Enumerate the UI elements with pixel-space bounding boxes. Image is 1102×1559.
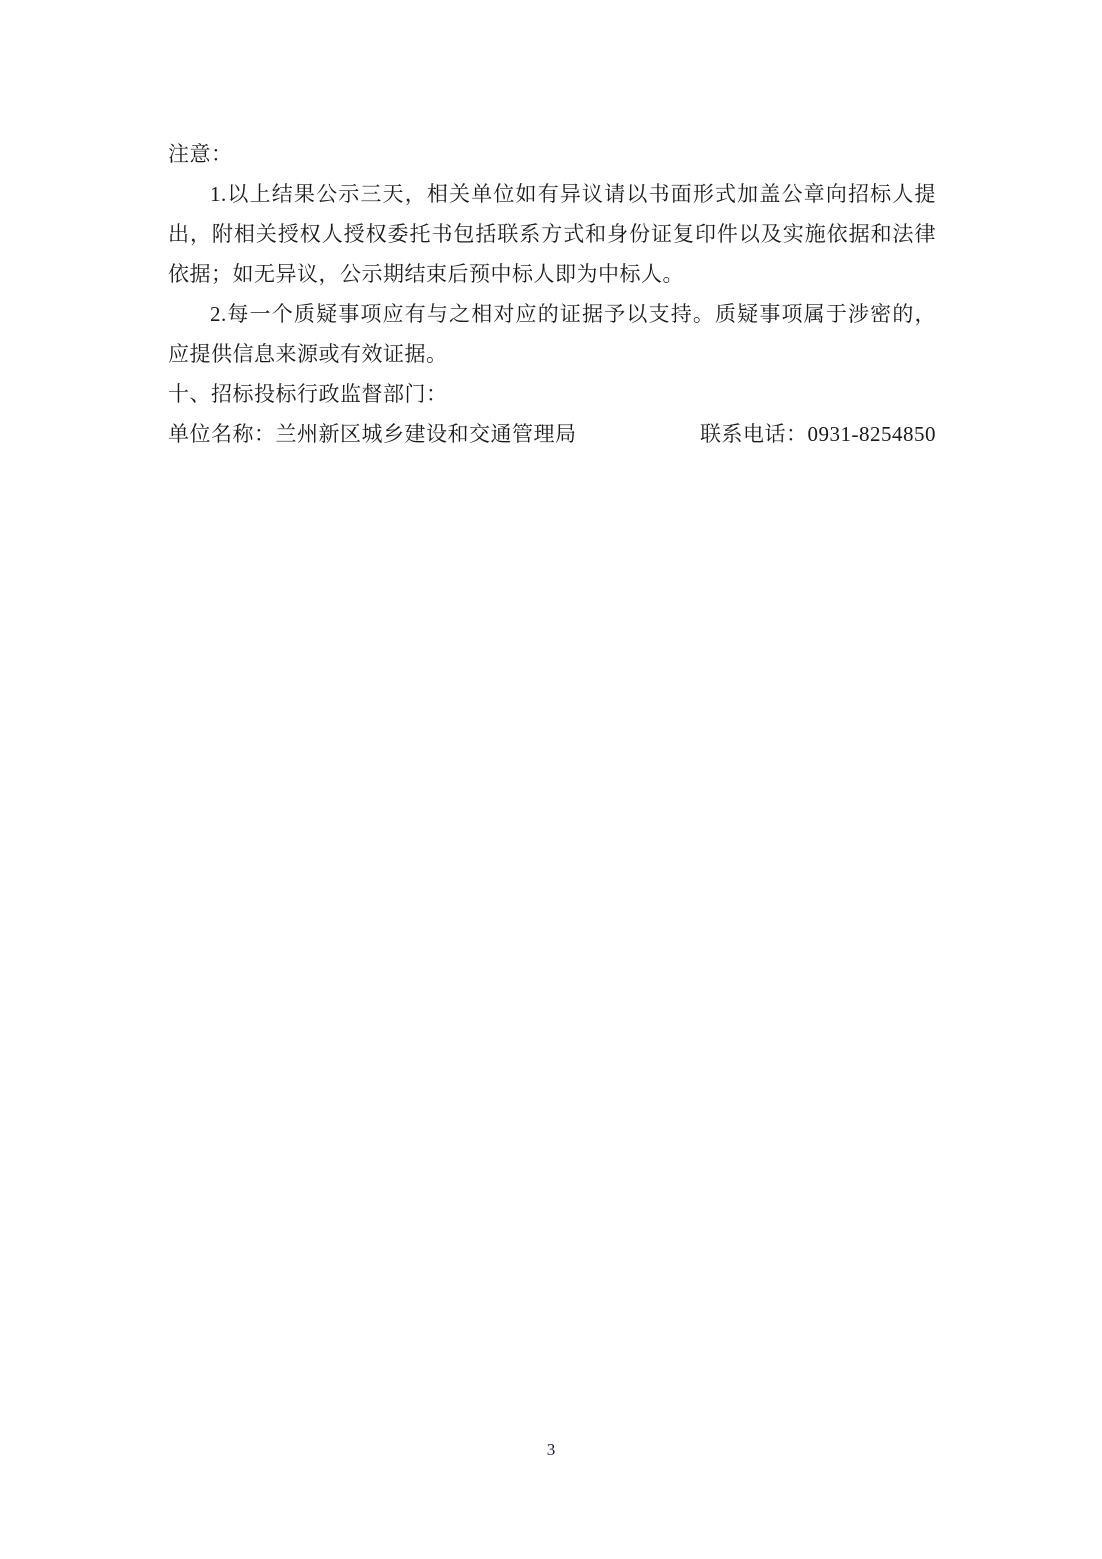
paragraph-publicity-period: 1.以上结果公示三天，相关单位如有异议请以书面形式加盖公章向招标人提出，附相关授权人授权委托书包括联系方式和身份证复印件以及实施依据和法律依据；如无异议，公示期结束后预中标人即为中标人。: [168, 182, 936, 286]
unit-name: 单位名称：兰州新区城乡建设和交通管理局: [168, 422, 577, 446]
notice-label: 注意：: [168, 142, 233, 166]
contact-phone: 联系电话：0931-8254850: [700, 422, 936, 446]
paragraph-evidence-requirement: 2.每一个质疑事项应有与之相对应的证据予以支持。质疑事项属于涉密的，应提供信息来源或有效证据。: [168, 302, 936, 366]
document-body: [168, 134, 936, 454]
contact-row: [168, 414, 936, 454]
section-heading-supervision-department: 十、招标投标行政监督部门：: [168, 382, 448, 406]
page-number: 3: [546, 1440, 556, 1459]
page-footer: [0, 1438, 1102, 1462]
